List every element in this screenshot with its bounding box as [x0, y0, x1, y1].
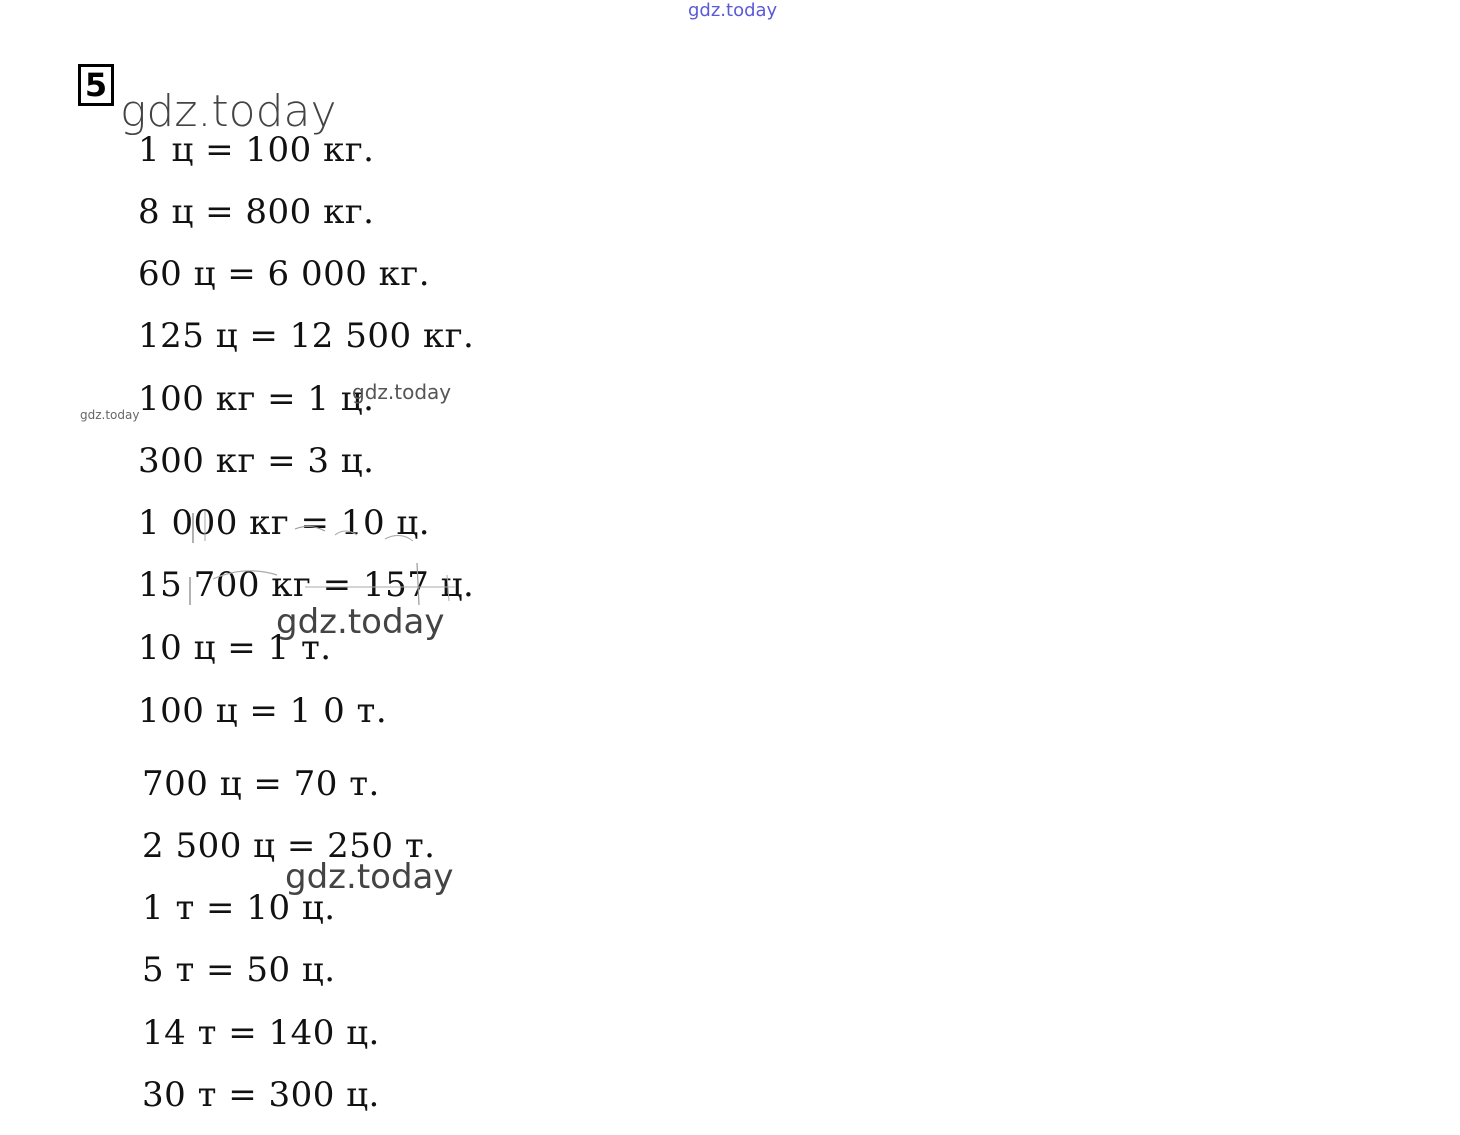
- watermark-small: gdz.today: [80, 408, 140, 422]
- equation-line: 125 ц = 12 500 кг.: [138, 316, 475, 356]
- equation-line: 8 ц = 800 кг.: [138, 192, 375, 232]
- equation-line: 30 т = 300 ц.: [142, 1075, 380, 1115]
- equation-line: 2 500 ц = 250 т.: [142, 826, 436, 866]
- equation-line: 700 ц = 70 т.: [142, 764, 380, 804]
- equation-line: 1 ц = 100 кг.: [138, 130, 375, 170]
- equation-line: 1 т = 10 ц.: [142, 888, 336, 928]
- equation-line: 300 кг = 3 ц.: [138, 441, 375, 481]
- equation-line: 14 т = 140 ц.: [142, 1013, 380, 1053]
- equation-line: 10 ц = 1 т.: [138, 628, 332, 668]
- task-number-box: 5: [78, 64, 114, 106]
- watermark-large: gdz.today: [120, 86, 337, 137]
- equation-line: 5 т = 50 ц.: [142, 950, 336, 990]
- equation-line: 15 700 кг = 157 ц.: [138, 565, 475, 605]
- watermark-mid-1: gdz.today: [352, 380, 452, 404]
- equation-line: 100 ц = 1 0 т.: [138, 691, 388, 731]
- equation-line: 60 ц = 6 000 кг.: [138, 254, 431, 294]
- equation-line: 100 кг = 1 ц.: [138, 379, 375, 419]
- equation-line: 1 000 кг = 10 ц.: [138, 503, 431, 543]
- watermark-top: gdz.today: [688, 0, 778, 21]
- pencil-scribble-marks: [185, 505, 465, 615]
- watermark-mid-2: gdz.today: [276, 602, 445, 642]
- watermark-mid-3: gdz.today: [285, 857, 454, 897]
